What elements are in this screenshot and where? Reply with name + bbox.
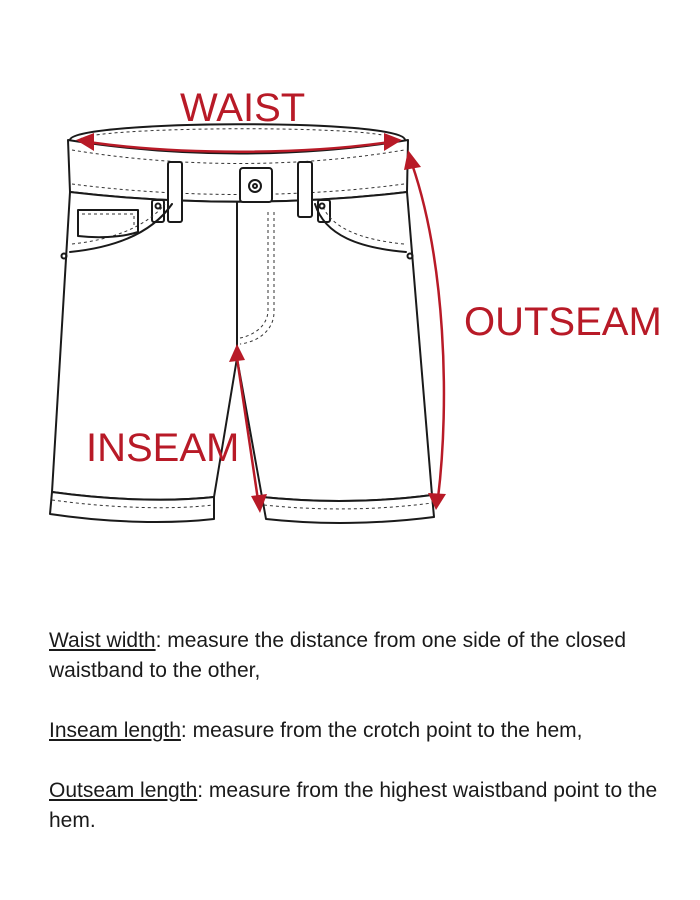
waist-description: : measure the distance from one side of the closed waistband to the other,	[49, 629, 627, 682]
outseam-instruction	[49, 776, 669, 836]
inseam-description: : measure from the crotch point to the hem,	[180, 719, 583, 742]
outseam-label: OUTSEAM	[464, 300, 662, 344]
outseam-term: Outseam length	[49, 779, 198, 802]
belt-loop-left	[168, 162, 182, 222]
inseam-instruction	[49, 716, 669, 746]
waist-label: WAIST	[180, 86, 306, 130]
inseam-label: INSEAM	[86, 426, 240, 470]
waist-instruction	[49, 626, 669, 686]
inseam-term: Inseam length	[49, 719, 181, 742]
waist-term: Waist width	[49, 629, 156, 652]
belt-loop-center	[298, 162, 312, 217]
measurement-instructions	[49, 626, 669, 866]
outseam-description: : measure from the highest waistband point to the hem.	[49, 779, 658, 832]
rivet-left	[62, 254, 67, 259]
